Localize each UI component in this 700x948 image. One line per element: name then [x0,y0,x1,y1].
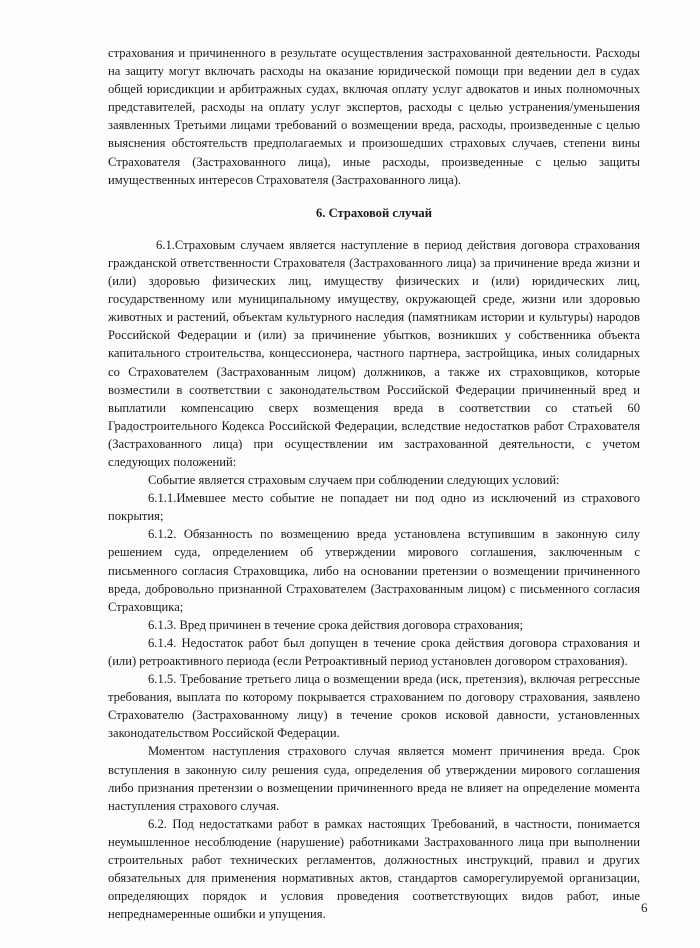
paragraph-6-2: 6.2. Под недостатками работ в рамках настоящих Требований, в частности, понимается неумышленное несоблюдение (нарушение) работниками Застрахованного лица при выполнении строительных работ технических регламентов, должностных инструкций, правил и других обязательных для применения нормативных актов, стандартов саморегулируемой организации, определяющих порядок и условия проведения соответствующих видов работ, иные непреднамеренные ошибки и упущения. [108,816,640,922]
paragraph-6-1-1: 6.1.1.Имевшее место событие не попадает ни под одно из исключений из страхового покрытия; [108,491,640,524]
paragraph-conditions-intro: Событие является страховым случаем при соблюдении следующих условий: [148,473,560,488]
section-heading: 6. Страховой случай [316,205,432,220]
paragraph-6-1-2: 6.1.2. Обязанность по возмещению вреда установлена вступившим в законную силу решением суда, определением об утверждении мирового соглашения, заключенным с письменного согласия Страховщика, либо на основании претензии о возмещении причиненного вреда, добровольно признанной Страхователем (Застрахованным лицом) с письменного согласия Страховщика; [108,527,640,614]
paragraph-6-1: 6.1.Страховым случаем является наступление в период действия договора страхования гражданской ответственности Страхователя (Застрахованного лица) за причинение вреда жизни и (или) здоровью физических лиц, имуществу физических и (или) юридических лиц, государственному или муниципальному имуществу, окружающей среде, жизни или здоровью животных и растений, объектам культурного наследия (памятникам истории и культуры) народов Российской Федерации и (или) за причинение убытков, возникших у собственника объекта капитального строительства, концессионера, частного партнера, застройщика, иных солидарных со Страхователем (Застрахованным лицом) должников, а также их страховщиков, которые возместили в соответствии с законодательством Российской Федерации причиненный вред и выплатили компенсацию сверх возмещения вреда в соответствии со статьей 60 Градостроительного Кодекса Российской Федерации, вследствие недостатков работ Страхователя (Застрахованного лица) при осуществлении им застрахованной деятельности, с учетом следующих положений: [108,237,640,469]
document-body [108,44,640,923]
page-number: 6 [641,900,648,915]
paragraph-moment: Моментом наступления страхового случая является момент причинения вреда. Срок вступления в законную силу решения суда, определения об утверждении мирового соглашения либо признания претензии о возмещении причиненного вреда не влияет на определение момента наступления страхового случая. [108,744,640,813]
paragraph-6-1-4: 6.1.4. Недостаток работ был допущен в течение срока действия договора страхования и (или) ретроактивного периода (если Ретроактивный период установлен договором страхования). [108,635,640,668]
paragraph-6-1-3: 6.1.3. Вред причинен в течение срока действия договора страхования; [148,617,523,632]
intro-paragraph: страхования и причиненного в результате осуществления застрахованной деятельности. Расходы на защиту могут включать расходы на оказание юридической помощи при ведении дел в судах общей юрисдикции и арбитражных судах, включая оплату услуг адвокатов и иных полномочных представителей, расходы на оплату услуг экспертов, расходы с целью устранения/уменьшения заявленных Третьими лицами требований о возмещении вреда, расходы, произведенные с целью выяснения обстоятельств предполагаемых и произошедших страховых случаев, степени вины Страхователя (Застрахованного лица), иные расходы, произведенные с целью защиты имущественных интересов Страхователя (Застрахованного лица). [108,46,640,187]
paragraph-6-1-5: 6.1.5. Требование третьего лица о возмещении вреда (иск, претензия), включая регрессные требования, выплата по которому покрывается страхованием по договору страхования, заявлено Страхователю (Застрахованному лицу) в течение сроков исковой давности, установленных законодательством Российской Федерации. [108,672,640,741]
